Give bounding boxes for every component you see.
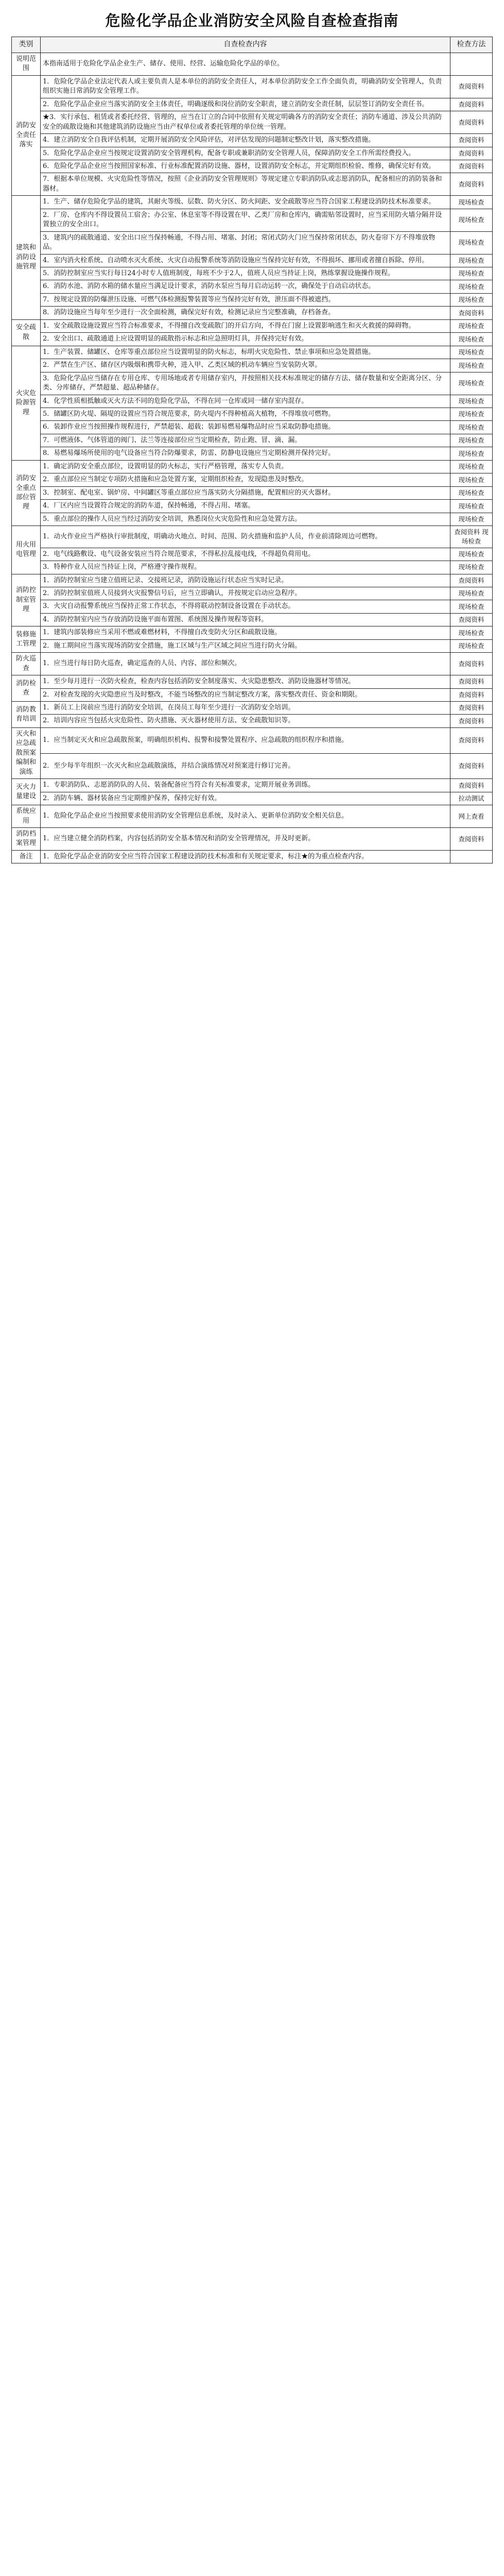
table-row <box>12 346 493 359</box>
check-method-cell: 查阅资料 <box>450 675 493 688</box>
check-method-cell: 现场检查 <box>450 333 493 346</box>
check-method-cell: 查阅资料 现场检查 <box>450 526 493 548</box>
category-cell: 消防检查 <box>12 675 41 702</box>
check-method-cell: 现场检查 <box>450 395 493 408</box>
check-method-cell: 现场检查 <box>450 561 493 574</box>
table-row <box>12 434 493 447</box>
table-row <box>12 196 493 209</box>
table-row <box>12 828 493 851</box>
check-item-cell: 3．危险化学品应当储存在专用仓库、专用场地或者专用储存室内，并按照相关技术标准规定的储存方法、储存数量和安全距离分区、分类、分库储存，严禁超量、超品种储存。 <box>41 372 450 395</box>
check-item-cell: 1．生产装置、储罐区、仓库等重点部位应当设置明显的防火标志，标明火灾危险性、禁止事项和应急处置措施。 <box>41 346 450 359</box>
table-row <box>12 753 493 779</box>
check-method-cell: 查阅资料 <box>450 307 493 319</box>
category-cell: 火灾危险源管理 <box>12 346 41 460</box>
check-method-cell: 现场检查 <box>450 346 493 359</box>
table-row <box>12 293 493 306</box>
check-method-cell: 现场检查 <box>450 209 493 231</box>
table-row <box>12 779 493 792</box>
check-method-cell: 现场检查 <box>450 473 493 486</box>
check-item-cell: 5．危险化学品企业应当按规定设置消防安全管理机构，配备专职或兼职消防安全管理人员，保障消防安全工作所需经费投入。 <box>41 147 450 160</box>
table-row <box>12 715 493 727</box>
check-method-cell: 现场检查 <box>450 267 493 280</box>
table-header-row <box>12 37 493 53</box>
table-row <box>12 675 493 688</box>
table-row <box>12 548 493 561</box>
table-row <box>12 173 493 196</box>
check-method-cell: 现场检查 <box>450 372 493 395</box>
table-row <box>12 561 493 574</box>
check-method-cell <box>450 53 493 75</box>
check-item-cell: 7．按规定设置的防爆泄压设施、可燃气体检测报警装置等应当保持完好有效，泄压面不得被遮挡。 <box>41 293 450 306</box>
category-cell: 灭火力量建设 <box>12 779 41 805</box>
check-method-cell: 现场检查 <box>450 231 493 254</box>
check-method-cell: 现场检查 <box>450 548 493 561</box>
check-item-cell: 4．室内消火栓系统、自动喷水灭火系统、火灾自动报警系统等消防设施应当保持完好有效，不得损坏、挪用或者擅自拆除、停用。 <box>41 254 450 267</box>
check-item-cell: 1．应当进行每日防火巡查，确定巡查的人员、内容、部位和频次。 <box>41 653 450 675</box>
table-row <box>12 792 493 805</box>
table-row <box>12 134 493 147</box>
check-item-cell: 3．特种作业人员应当持证上岗，严格遵守操作规程。 <box>41 561 450 574</box>
table-row <box>12 319 493 332</box>
table-row <box>12 473 493 486</box>
check-item-cell: 2．培训内容应当包括火灾危险性、防火措施、灭火器材使用方法、安全疏散知识等。 <box>41 715 450 727</box>
category-cell: 用火用电管理 <box>12 526 41 574</box>
check-item-cell: 3．建筑内的疏散通道、安全出口应当保持畅通，不得占用、堵塞、封闭；常闭式防火门应当保持常闭状态，防火卷帘下方不得堆放物品。 <box>41 231 450 254</box>
check-item-cell: 2．对检查发现的火灾隐患应当及时整改，不能当场整改的应当制定整改方案，落实整改责任、资金和期限。 <box>41 688 450 701</box>
check-item-cell: 1．至少每月进行一次防火检查，检查内容包括消防安全制度落实、火灾隐患整改、消防设施器材等情况。 <box>41 675 450 688</box>
check-method-cell: 现场检查 <box>450 359 493 372</box>
check-method-cell: 现场检查 <box>450 639 493 652</box>
table-row <box>12 653 493 675</box>
check-item-cell: 1．生产、储存危险化学品的建筑，其耐火等级、层数、防火分区、防火间距、安全疏散等应当符合国家工程建设消防技术标准要求。 <box>41 196 450 209</box>
category-cell: 消防安全重点部位管理 <box>12 460 41 526</box>
check-method-cell: 网上查看 <box>450 805 493 828</box>
header-method: 检查方法 <box>450 37 493 53</box>
check-item-cell: 6．危险化学品企业应当按照国家标准、行业标准配置消防设施、器材，设置消防安全标志，并定期组织检验、维修，确保完好有效。 <box>41 160 450 173</box>
table-row <box>12 75 493 98</box>
check-method-cell: 拉动测试 <box>450 792 493 805</box>
check-method-cell: 查阅资料 <box>450 715 493 727</box>
check-item-cell: 4．建立消防安全自我评估机制，定期开展消防安全风险评估，对评估发现的问题制定整改计划，落实整改措施。 <box>41 134 450 147</box>
check-item-cell: 1．危险化学品企业应当按照要求使用消防安全管理信息系统，及时录入、更新单位消防安全相关信息。 <box>41 805 450 828</box>
table-row <box>12 333 493 346</box>
table-row <box>12 727 493 753</box>
table-row <box>12 209 493 231</box>
check-item-cell: 2．厂房、仓库内不得设置员工宿舍；办公室、休息室等不得设置在甲、乙类厂房和仓库内，确需贴邻设置时，应当采用防火墙分隔并设置独立的安全出口。 <box>41 209 450 231</box>
check-method-cell <box>450 850 493 863</box>
check-method-cell: 现场检查 <box>450 513 493 526</box>
table-row <box>12 53 493 75</box>
check-item-cell: 2．施工期间应当落实现场消防安全措施，施工区域与生产区域之间应当进行防火分隔。 <box>41 639 450 652</box>
check-item-cell: 1．消防控制室应当建立值班记录、交接班记录，消防设施运行状态应当实时记录。 <box>41 574 450 587</box>
table-row <box>12 613 493 626</box>
check-method-cell: 现场检查 <box>450 319 493 332</box>
check-item-cell: 1．危险化学品企业消防安全应当符合国家工程建设消防技术标准和有关规定要求，标注★的为重点检查内容。 <box>41 850 450 863</box>
table-row <box>12 111 493 134</box>
check-item-cell: 2．消防控制室值班人员接到火灾报警信号后，应当立即确认，并按规定启动应急程序。 <box>41 587 450 600</box>
checklist-table <box>11 37 493 863</box>
table-row <box>12 447 493 460</box>
check-method-cell: 查阅资料 <box>450 753 493 779</box>
check-method-cell: 查阅资料 <box>450 727 493 753</box>
table-row <box>12 526 493 548</box>
check-item-cell: 2．消防车辆、器材装备应当定期维护保养，保持完好有效。 <box>41 792 450 805</box>
check-item-cell: 8．消防设施应当每年至少进行一次全面检测，确保完好有效，检测记录应当完整准确，存档备查。 <box>41 307 450 319</box>
check-method-cell: 现场检查 <box>450 447 493 460</box>
table-row <box>12 372 493 395</box>
table-row <box>12 98 493 111</box>
check-method-cell: 查阅资料 <box>450 702 493 715</box>
check-method-cell: 现场检查 <box>450 280 493 293</box>
check-item-cell: 4．厂区内应当设置符合规定的消防车道，保持畅通，不得占用、堵塞。 <box>41 500 450 513</box>
check-method-cell: 现场检查 <box>450 626 493 639</box>
check-item-cell: 1．专职消防队、志愿消防队的人员、装备配备应当符合有关标准要求，定期开展业务训练。 <box>41 779 450 792</box>
check-method-cell: 查阅资料 <box>450 828 493 851</box>
category-cell: 消防教育培训 <box>12 702 41 728</box>
table-row <box>12 307 493 319</box>
check-item-cell: 4．化学性质相抵触或灭火方法不同的危险化学品，不得在同一仓库或同一储存室内混存。 <box>41 395 450 408</box>
check-method-cell: 现场检查 <box>450 408 493 421</box>
check-method-cell: 现场检查 <box>450 587 493 600</box>
check-method-cell: 查阅资料 <box>450 147 493 160</box>
header-content: 自查检查内容 <box>41 37 450 53</box>
check-method-cell: 现场检查 <box>450 293 493 306</box>
check-item-cell: 5．储罐区防火堤、隔堤的设置应当符合规范要求，防火堤内不得种植高大植物，不得堆放可燃物。 <box>41 408 450 421</box>
header-category: 类别 <box>12 37 41 53</box>
check-item-cell: 2．电气线路敷设、电气设备安装应当符合规范要求，不得私拉乱接电线，不得超负荷用电。 <box>41 548 450 561</box>
table-row <box>12 280 493 293</box>
check-item-cell: 6．装卸作业应当按照操作规程进行，严禁超装、超载；装卸易燃易爆物品时应当采取防静电措施。 <box>41 421 450 434</box>
check-method-cell: 现场检查 <box>450 254 493 267</box>
table-row <box>12 513 493 526</box>
check-item-cell: 7．可燃液体、气体管道的阀门、法兰等连接部位应当定期检查，防止跑、冒、滴、漏。 <box>41 434 450 447</box>
check-item-cell: 2．安全出口、疏散通道上应设置明显的疏散指示标志和应急照明灯具，并保持完好有效。 <box>41 333 450 346</box>
table-row <box>12 231 493 254</box>
table-row <box>12 688 493 701</box>
check-method-cell: 现场检查 <box>450 500 493 513</box>
category-cell: 系统应用 <box>12 805 41 828</box>
table-row <box>12 850 493 863</box>
check-item-cell: 2．危险化学品企业应当落实消防安全主体责任，明确逐级和岗位消防安全职责，建立消防安全责任制，层层签订消防安全责任书。 <box>41 98 450 111</box>
check-item-cell: 3．火灾自动报警系统应当保持正常工作状态，不得将联动控制设备设置在手动状态。 <box>41 600 450 613</box>
check-item-cell: 2．至少每半年组织一次灭火和应急疏散演练，并结合演练情况对预案进行修订完善。 <box>41 753 450 779</box>
check-method-cell: 查阅资料 <box>450 779 493 792</box>
check-method-cell: 现场检查 <box>450 434 493 447</box>
table-body <box>12 53 493 863</box>
check-method-cell: 查阅资料 <box>450 173 493 196</box>
check-item-cell: 1．安全疏散设施设置应当符合标准要求，不得擅自改变疏散门的开启方向，不得在门窗上设置影响逃生和灭火救援的障碍物。 <box>41 319 450 332</box>
check-item-cell: 5．重点部位的操作人员应当经过消防安全培训，熟悉岗位火灾危险性和应急处置方法。 <box>41 513 450 526</box>
check-item-cell: 1．建筑内部装修应当采用不燃或难燃材料，不得擅自改变防火分区和疏散设施。 <box>41 626 450 639</box>
check-item-cell: 7．根据本单位规模、火灾危险性等情况，按照《企业消防安全管理规则》等规定建立专职消防队或志愿消防队，配备相应的消防装备和器材。 <box>41 173 450 196</box>
category-cell: 安全疏散 <box>12 319 41 346</box>
check-method-cell: 现场检查 <box>450 196 493 209</box>
table-row <box>12 460 493 473</box>
category-cell: 消防控制室管理 <box>12 574 41 626</box>
check-item-cell: 2．重点部位应当制定专项防火措施和应急处置方案，定期组织检查，发现隐患及时整改。 <box>41 473 450 486</box>
check-method-cell: 查阅资料 <box>450 134 493 147</box>
table-row <box>12 486 493 499</box>
check-item-cell: 1．确定消防安全重点部位，设置明显的防火标志，实行严格管理，落实专人负责。 <box>41 460 450 473</box>
check-method-cell: 查阅资料 <box>450 688 493 701</box>
check-method-cell: 查阅资料 <box>450 98 493 111</box>
category-cell: 装修施工管理 <box>12 626 41 653</box>
category-cell: 消防安全责任落实 <box>12 75 41 196</box>
check-method-cell: 查阅资料 <box>450 75 493 98</box>
check-item-cell: 3．控制室、配电室、锅炉房、中间罐区等重点部位应当落实防火分隔措施，配置相应的灭火器材。 <box>41 486 450 499</box>
check-item-cell: ★3．实行承包、租赁或者委托经营、管理的，应当在订立的合同中依照有关规定明确各方的消防安全责任；消防车通道、涉及公共消防安全的疏散设施和其他建筑消防设施应当由产权单位或者委托管理的单位统一管理。 <box>41 111 450 134</box>
table-row <box>12 805 493 828</box>
table-row <box>12 421 493 434</box>
check-method-cell: 查阅资料 <box>450 574 493 587</box>
check-method-cell: 查阅资料 <box>450 653 493 675</box>
document-title: 危险化学品企业消防安全风险自查检查指南 <box>105 12 399 29</box>
check-item-cell: 5．消防控制室应当实行每日24小时专人值班制度，每班不少于2人，值班人员应当持证上岗，熟练掌握设施操作规程。 <box>41 267 450 280</box>
table-row <box>12 639 493 652</box>
check-method-cell: 现场检查 <box>450 486 493 499</box>
check-item-cell: 1．危险化学品企业法定代表人或主要负责人是本单位的消防安全责任人，对本单位消防安全工作全面负责，明确消防安全管理人，负责组织实施日常消防安全管理工作。 <box>41 75 450 98</box>
category-cell: 消防档案管理 <box>12 828 41 851</box>
table-row <box>12 500 493 513</box>
check-method-cell: 现场检查 <box>450 460 493 473</box>
check-item-cell: 本指南适用于危险化学品企业生产、储存、使用、经营、运输危险化学品的单位。 <box>41 53 450 75</box>
table-row <box>12 359 493 372</box>
category-cell: 建筑和消防设施管理 <box>12 196 41 320</box>
category-cell: 防火巡查 <box>12 653 41 675</box>
table-row <box>12 254 493 267</box>
check-method-cell: 现场检查 <box>450 421 493 434</box>
check-method-cell: 查阅资料 <box>450 111 493 134</box>
check-item-cell: 1．应当建立健全消防档案，内容包括消防安全基本情况和消防安全管理情况，并及时更新。 <box>41 828 450 851</box>
category-cell: 灭火和应急疏散预案编制和演练 <box>12 727 41 778</box>
check-item-cell: 1．新员工上岗前应当进行消防安全培训，在岗员工每年至少进行一次消防安全培训。 <box>41 702 450 715</box>
check-item-cell: 4．消防控制室内应当存放消防设施平面布置图、系统图及操作规程等资料。 <box>41 613 450 626</box>
table-row <box>12 267 493 280</box>
category-cell: 说明范围 <box>12 53 41 75</box>
table-row <box>12 574 493 587</box>
check-item-cell: 1．动火作业应当严格执行审批制度，明确动火地点、时间、范围、防火措施和监护人员，作业前清除周边可燃物。 <box>41 526 450 548</box>
table-row <box>12 408 493 421</box>
table-row <box>12 147 493 160</box>
check-method-cell: 查阅资料 <box>450 613 493 626</box>
table-row <box>12 160 493 173</box>
check-method-cell: 现场检查 <box>450 600 493 613</box>
check-item-cell: 2．严禁在生产区、储存区内吸烟和携带火种，进入甲、乙类区域的机动车辆应当安装防火罩。 <box>41 359 450 372</box>
table-row <box>12 600 493 613</box>
table-row <box>12 587 493 600</box>
table-row <box>12 395 493 408</box>
category-cell: 备注 <box>12 850 41 863</box>
table-row <box>12 626 493 639</box>
check-method-cell: 查阅资料 <box>450 160 493 173</box>
check-item-cell: 8．易燃易爆场所使用的电气设备应当符合防爆要求，防雷、防静电设施应当定期检测并保持完好。 <box>41 447 450 460</box>
table-row <box>12 702 493 715</box>
check-item-cell: 1．应当制定灭火和应急疏散预案，明确组织机构、报警和接警处置程序、应急疏散的组织程序和措施。 <box>41 727 450 753</box>
check-item-cell: 6．消防水池、消防水箱的储水量应当满足设计要求，消防水泵应当每月启动运转一次，确保处于自动启动状态。 <box>41 280 450 293</box>
